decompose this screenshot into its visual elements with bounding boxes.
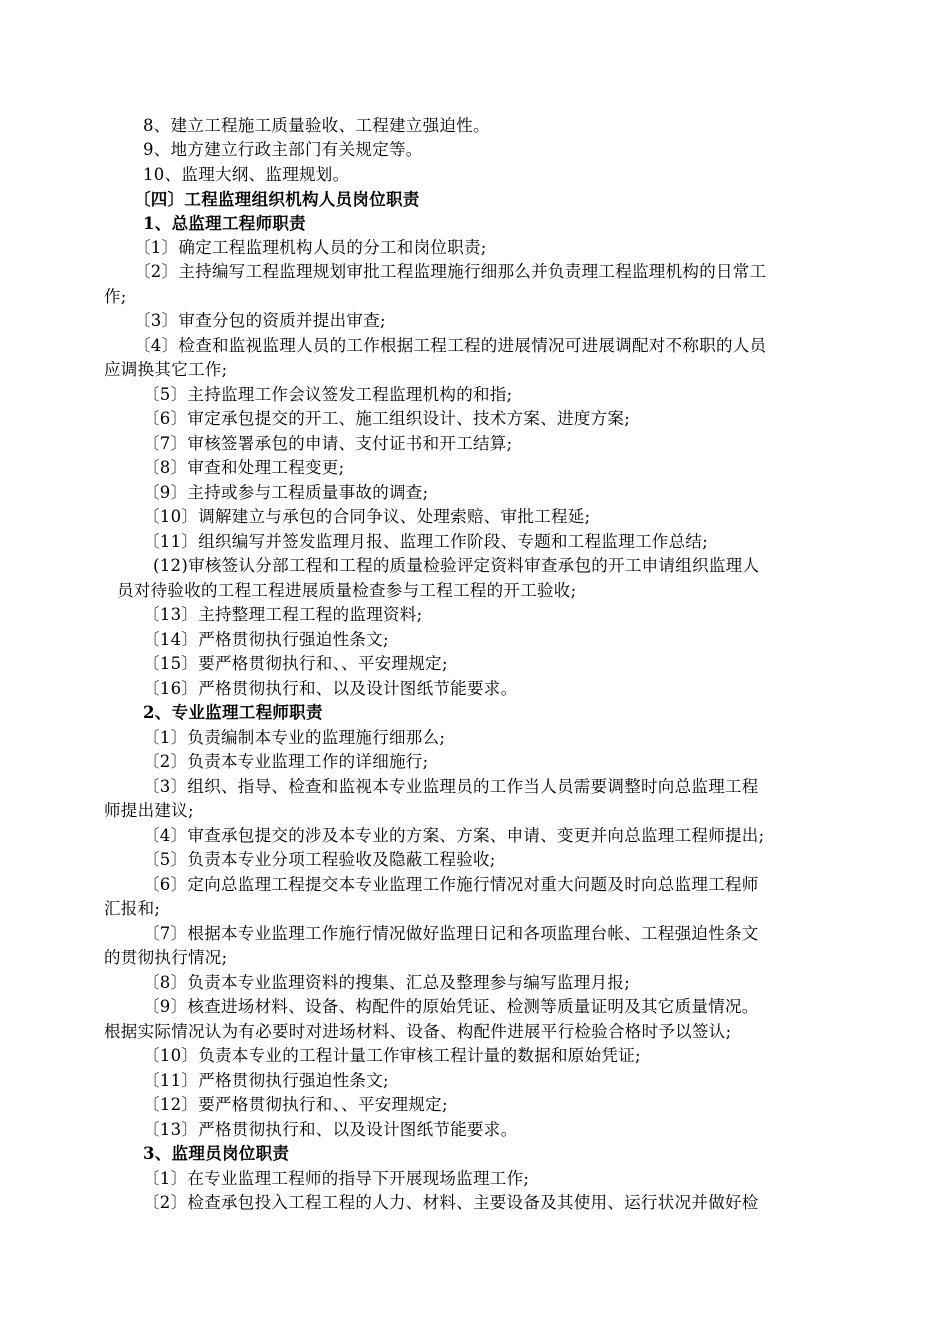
text-line: 〔16〕严格贯彻执行和、以及设计图纸节能要求。 (143, 679, 518, 698)
text-line: 10、监理大纲、监理规划。 (143, 165, 350, 184)
text-line: 〔10〕负责本专业的工程计量工作审核工程计量的数据和原始凭证; (143, 1046, 641, 1065)
text-line: 〔5〕负责本专业分项工程验收及隐蔽工程验收; (143, 850, 496, 869)
section-heading: 〔四〕工程监理组织机构人员岗位职责 (134, 190, 420, 209)
text-line: 应调换其它工作; (104, 360, 228, 379)
text-line: 师提出建议; (104, 801, 194, 820)
text-line: (12)审核签认分部工程和工程的质量检验评定资料审查承包的开工申请组织监理人 (153, 556, 760, 575)
text-line: 〔10〕调解建立与承包的合同争议、处理索赔、审批工程延; (143, 507, 591, 526)
text-line: 〔9〕核查进场材料、设备、构配件的原始凭证、检测等质量证明及其它质量情况。 (143, 997, 759, 1016)
text-line: 9、地方建立行政主部门有关规定等。 (143, 140, 423, 159)
text-line: 〔12〕要严格贯彻执行和、、平安理规定; (143, 1095, 448, 1114)
subsection-heading: 1、总监理工程师职责 (143, 214, 306, 233)
text-line: 〔8〕负责本专业监理资料的搜集、汇总及整理参与编写监理月报; (143, 973, 631, 992)
text-line: 〔4〕检查和监视监理人员的工作根据工程工程的进展情况可进展调配对不称职的人员 (134, 336, 767, 355)
text-line: 汇报和; (104, 899, 161, 918)
text-line: 〔7〕根据本专业监理工作施行情况做好监理日记和各项监理台帐、工程强迫性条文 (143, 924, 759, 943)
subsection-heading: 2、专业监理工程师职责 (143, 703, 323, 722)
text-line: 〔11〕严格贯彻执行强迫性条文; (143, 1071, 389, 1090)
text-line: 〔9〕主持或参与工程质量事故的调查; (143, 483, 429, 502)
text-line: 〔6〕审定承包提交的开工、施工组织设计、技术方案、进度方案; (143, 409, 631, 428)
text-line: 〔11〕组织编写并签发监理月报、监理工作阶段、专题和工程监理工作总结; (143, 532, 709, 551)
text-line: 〔1〕在专业监理工程师的指导下开展现场监理工作; (143, 1169, 530, 1188)
text-line: 〔1〕负责编制本专业的监理施行细那么; (143, 728, 446, 747)
text-line: 根据实际情况认为有必要时对进场材料、设备、构配件进展平行检验合格时予以签认; (104, 1022, 732, 1041)
subsection-heading: 3、监理员岗位职责 (143, 1144, 290, 1163)
text-line: 〔4〕审查承包提交的涉及本专业的方案、方案、申请、变更并向总监理工程师提出; (143, 826, 765, 845)
text-line: 〔8〕审查和处理工程变更; (143, 458, 345, 477)
text-line: 8、建立工程施工质量验收、工程建立强迫性。 (143, 116, 490, 135)
text-line: 〔13〕主持整理工程工程的监理资料; (143, 605, 423, 624)
text-line: 〔7〕审核签署承包的申请、支付证书和开工结算; (143, 434, 513, 453)
text-line: 〔1〕确定工程监理机构人员的分工和岗位职责; (134, 238, 487, 257)
text-line: 〔3〕组织、指导、检查和监视本专业监理员的工作当人员需要调整时向总监理工程 (143, 777, 759, 796)
text-line: 〔2〕检查承包投入工程工程的人力、材料、主要设备及其使用、运行状况并做好检 (143, 1193, 759, 1212)
text-line: 〔15〕要严格贯彻执行和、、平安理规定; (143, 654, 448, 673)
text-line: 〔3〕审查分包的资质并提出审查; (134, 311, 386, 330)
text-line: 〔13〕严格贯彻执行和、以及设计图纸节能要求。 (143, 1120, 518, 1139)
text-line: 〔14〕严格贯彻执行强迫性条文; (143, 630, 389, 649)
text-line: 〔5〕主持监理工作会议签发工程监理机构的和指; (143, 385, 513, 404)
text-line: 〔2〕负责本专业监理工作的详细施行; (143, 752, 429, 771)
text-line: 〔2〕主持编写工程监理规划审批工程监理施行细那么并负责理工程监理机构的日常工 (134, 262, 767, 281)
text-line: 〔6〕定向总监理工程提交本专业监理工作施行情况对重大问题及时向总监理工程师 (143, 875, 759, 894)
text-line: 的贯彻执行情况; (104, 948, 228, 967)
text-line: 作; (104, 287, 127, 306)
text-line: 员对待验收的工程工程进展质量检查参与工程工程的开工验收; (117, 581, 577, 600)
